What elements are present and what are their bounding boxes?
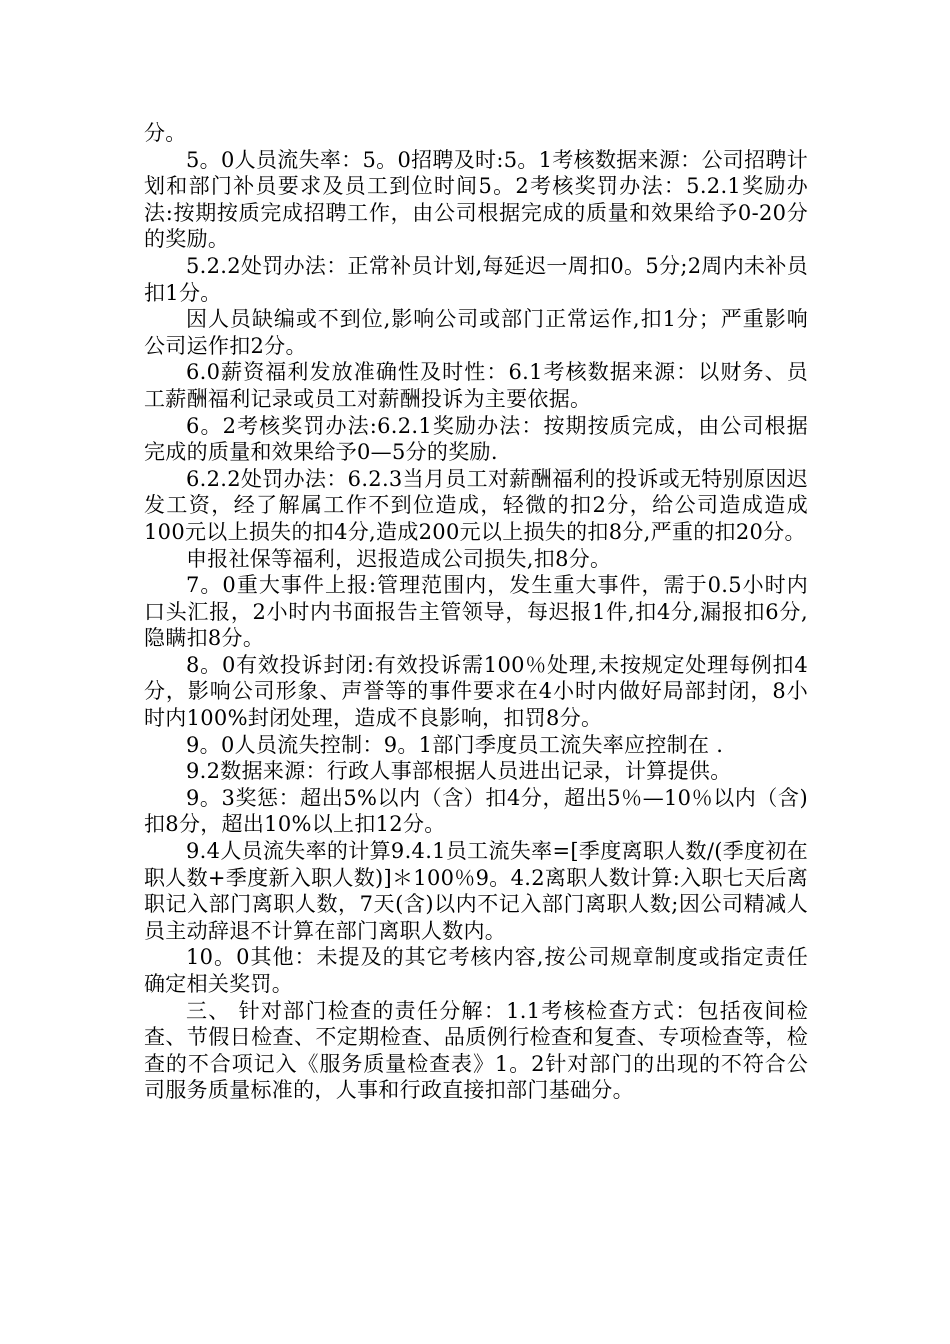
paragraph-9-4: 9.4人员流失率的计算9.4.1员工流失率=[季度离职人数/(季度初在职人数+季度新入职人数)]＊100％9。4.2离职人数计算:入职七天后离职记入部门离职人数，7天(含)以内不记入部门离职人数;因公司精减人员主动辞退不计算在部门离职人数内。 xyxy=(144,839,808,943)
paragraph-staff-shortage: 因人员缺编或不到位,影响公司或部门正常运作,扣1分；严重影响公司运作扣2分。 xyxy=(144,307,808,358)
paragraph-section-5: 5。0人员流失率：5。0招聘及时:5。1考核数据来源：公司招聘计划和部门补员要求及员工到位时间5。2考核奖罚办法：5.2.1奖励办法:按期按质完成招聘工作，由公司根据完成的质量和效果给予0-20分的奖励。 xyxy=(144,147,808,252)
paragraph-9-2: 9.2数据来源：行政人事部根据人员进出记录，计算提供。 xyxy=(186,759,732,784)
paragraph-social-security: 申报社保等福利，迟报造成公司损失,扣8分。 xyxy=(186,546,612,571)
paragraph-6-2-2: 6.2.2处罚办法：6.2.3当月员工对薪酬福利的投诉或无特别原因迟发工资，经了解属工作不到位造成，轻微的扣2分，给公司造成造成100元以上损失的扣4分,造成200元以上损失的扣8分,严重的扣20分。 xyxy=(144,466,808,544)
paragraph-continuation: 分。 xyxy=(144,121,187,145)
paragraph-section-6: 6.0薪资福利发放准确性及时性：6.1考核数据来源：以财务、员工薪酬福利记录或员工对薪酬投诉为主要依据。 xyxy=(144,360,808,411)
paragraph-5-2-2: 5.2.2处罚办法：正常补员计划,每延迟一周扣0。5分;2周内未补员扣1分。 xyxy=(144,253,808,305)
paragraph-section-9: 9。0人员流失控制：9。1部门季度员工流失率应控制在 . xyxy=(186,732,724,757)
paragraph-section-10: 10。0其他：未提及的其它考核内容,按公司规章制度或指定责任确定相关奖罚。 xyxy=(144,945,808,996)
paragraph-9-3: 9。3奖惩：超出5%以内（含）扣4分，超出5％—10％以内（含)扣8分，超出10%以上扣12分。 xyxy=(144,785,808,837)
document-body xyxy=(144,120,808,1104)
paragraph-section-8: 8。0有效投诉封闭:有效投诉需100％处理,未按规定处理每例扣4分，影响公司形象、声誉等的事件要求在4小时内做好局部封闭，8小时内100%封闭处理，造成不良影响，扣罚8分。 xyxy=(144,652,808,731)
paragraph-6-2: 6。2考核奖罚办法:6.2.1奖励办法：按期按质完成，由公司根据完成的质量和效果给予0—5分的奖励. xyxy=(144,413,808,465)
paragraph-section-7: 7。0重大事件上报:管理范围内，发生重大事件，需于0.5小时内口头汇报，2小时内书面报告主管领导，每迟报1件,扣4分,漏报扣6分,隐瞒扣8分。 xyxy=(144,573,808,651)
paragraph-section-three: 三、 针对部门检查的责任分解：1.1考核检查方式：包括夜间检查、节假日检查、不定期检查、品质例行检查和复查、专项检查等，检查的不合项记入《服务质量检查表》1。2针对部门的出现的不符合公司服务质量标准的，人事和行政直接扣部门基础分。 xyxy=(144,998,808,1103)
